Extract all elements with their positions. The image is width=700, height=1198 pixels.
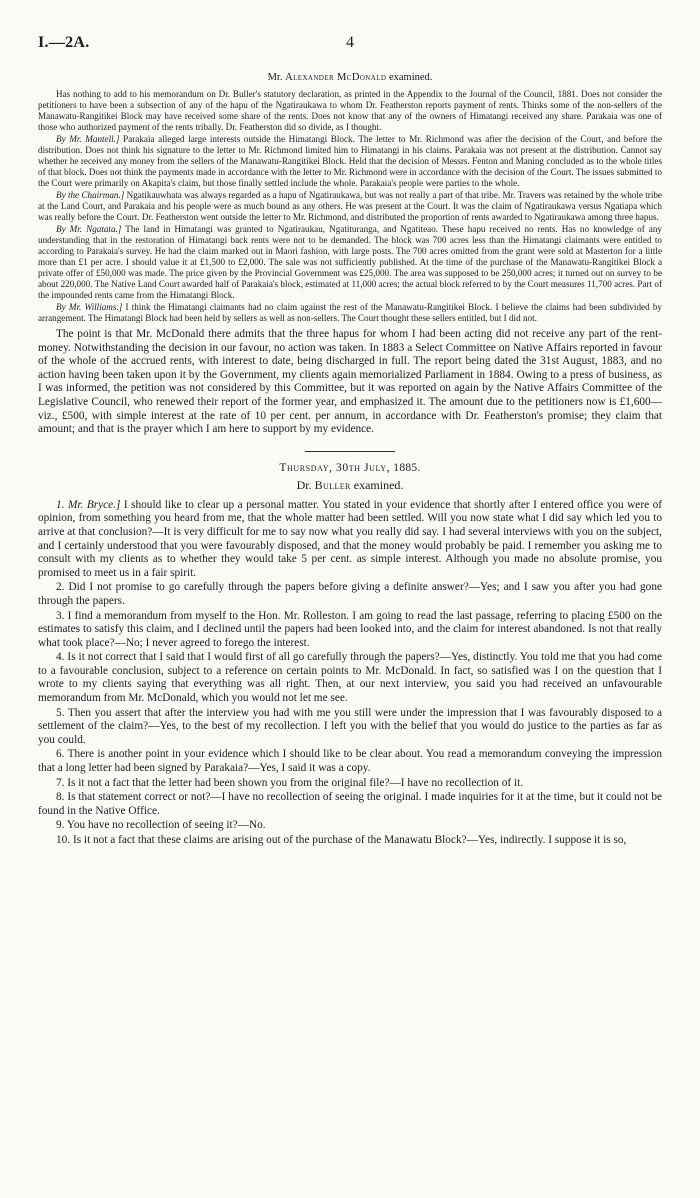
- sitting-date: Thursday, 30th July, 1885.: [279, 461, 421, 474]
- witness-name: Alexander McDonald: [285, 72, 387, 83]
- question-paragraph: 2. Did I not promise to go carefully through the papers before giving a definite answer?—Yes; and I saw you after you had gone through the papers.: [38, 581, 662, 607]
- question-paragraph: 4. Is it not correct that I said that I would first of all go carefully through the papers?—Yes, distinctly. You told me that you had come to a favourable conclusion, subject to a reference on certain points to Mr. McDonald. In fact, so satisfied was I on the question that I wrote to my clients saying that everything was all right. Then, at our next interview, you said you had received an unfavourable memorandum from Mr. McDonald, which you would not let me see.: [38, 651, 662, 705]
- question-paragraph: 8. Is that statement correct or not?—I have no recollection of seeing the original. I made inquiries for it at the time, but it could not be found in the Native Office.: [38, 791, 662, 817]
- question-paragraph: 9. You have no recollection of seeing it?—No.: [56, 819, 266, 832]
- page-header: [38, 34, 662, 64]
- evidence-paragraph: By Mr. Mantell.] Parakaia alleged large interests outside the Himatangi Block. The letter to Mr. Richmond was after the decision of the Court, and before the distribution. Does not think his signature to the letter to Mr. Richmond limited him to Himatangi in his claims. Parakaia was not present at the distribution. Cannot say whether he received any money from the sellers of the Manawatu-Rangitikei Block. Held that the decision of Messrs. Fenton and Maning concluded as to the whole titles of that block. Does not think the payments made in accordance with the letter to Mr. Richmond were in accordance with the decision of the Court. The issues submitted to the Court were primarily on Akapita's claim, but those finally settled include the whole. Parakaia's people were parties to the whole.: [38, 134, 662, 188]
- question-paragraph: 3. I find a memorandum from myself to the Hon. Mr. Rolleston. I am going to read the last passage, referring to placing £500 on the estimates to satisfy this claim, and I declined until the papers had been looked into, and the claim for interest abandoned. Is not that really what took place?—No; I never agreed to forego the interest.: [38, 609, 662, 649]
- evidence-paragraph: Has nothing to add to his memorandum on Dr. Buller's statutory declaration, as printed in the Appendix to the Journal of the Council, 1881. Does not consider the petitioners to have been a subsection of any of the hapu of the Ngatiraukawa to whom Dr. Featherston reports payment of rents. Thinks some of the non-sellers of the Manawatu-Rangitikei Block may have received some share of the rents. Does not know that any of the owners of Himatangi received any share. Parakaia was one of those who authorized payment of the rents tribally. Dr. Featherston did so divide, as I thought.: [38, 89, 662, 132]
- question-paragraph: 1. Mr. Bryce.] I should like to clear up a personal matter. You stated in your evidence that shortly after I entered office you were of opinion, from something you heard from me, that the whole matter had been settled. Will you now state what I did say which led you to arrive at that conclusion?—It is very difficult for me to say now what you really did say. I had several interviews with you on the subject, and I certainly understood that you were favourably disposed, and that the money would probably be paid. I remember you asking me to consult with my clients as to whether they would take 5 per cent. as simple interest. Although you made no absolute promise, you promised to meet us in a fair spirit.: [38, 498, 662, 579]
- evidence-paragraph: By Mr. Williams.] I think the Himatangi claimants had no claim against the rest of the Manawatu-Rangitikei Block. I believe the claims had been subdivided by arrangement. The Himatangi Block had been held by sellers as well as non-sellers. The Court thought these sellers entitled, but I did not.: [38, 302, 662, 323]
- petitioner-statement: [38, 328, 662, 437]
- evidence-paragraph: By the Chairman.] Ngatikauwhata was always regarded as a hapu of Ngatiraukawa, but was not really a part of that tribe. Mr. Travers was retained by the whole tribe at the Land Court, and Parakaia and his people were as much bound as any others. He was present at the Court. It was the claim of Ngatiraukawa versus Ngatiapa which was really before the Court. Dr. Featherston went outside the letter to Mr. Richmond, and distributed the proportion of rents awarded to Ngatiraukawa among three hapus.: [38, 190, 662, 222]
- witness-heading-mcdonald: [38, 72, 662, 83]
- witness-title-prefix: Mr.: [267, 72, 283, 83]
- evidence-paragraph: By Mr. Ngatata.] The land in Himatangi was granted to Ngatiraukau, Ngatituranga, and Ngatiteao. These hapu received no rents. Has no knowledge of any understanding that in the restoration of Himatangi back rents were not to be demanded. The block was 700 acres less than the Himatangi claimants were entitled to according to Parakaia's survey. He had the claim marked out in Maori fashion, with large posts. The 700 acres omitted from the grant were sold at Masterton for a little more than £1 per acre. I should value it at £1,500 to £2,000. The sale was not sufficiently published. At the time of the purchase of the Manawatu-Rangitikei Block a private offer of £50,000 was made. The price given by the Provincial Government was £25,000. The area was supposed to be 250,000 acres; it turned out on survey to be about 220,000. The Native Land Court awarded half of Parakaia's block, estimated at 11,000 acres; the actual block referred to by the Court measures 11,700 acres. Part of the impounded rents came from the Himatangi Block.: [38, 224, 662, 300]
- witness-title-suffix: examined.: [388, 72, 433, 83]
- page-number: 4: [346, 34, 354, 51]
- question-paragraph: 5. Then you assert that after the interview you had with me you still were under the impression that I was favourably disposed to a settlement of the claim?—Yes, to the best of my recollection. I left you with the belief that you would do justice to the parties as far as you could.: [38, 706, 662, 746]
- section-divider: [305, 451, 395, 452]
- witness-heading-buller: Dr. Buller examined.: [296, 477, 404, 492]
- statement-paragraph: The point is that Mr. McDonald there admits that the three hapus for whom I had been acting did not receive any part of the rent-money. Notwithstanding the decision in our favour, no action was taken. In 1883 a Select Committee on Native Affairs reported in favour of the whole of the accrued rents, with interest to date, being discharged in full. The report being dated the 31st August, 1883, and no action having been taken upon it by the Government, my clients again memorialized Parliament in 1884. Owing to a press of business, as I was informed, the petition was not considered by this Committee, but it was reported on again by the Native Affairs Committee of the Legislative Council, who renewed their report of the former year, and emphasized it. The amount due to the petitioners now is £1,600—viz., £500, with simple interest at the rate of 10 per cent. per annum, in accordance with Dr. Featherston's promise; they claim that amount; and that is the prayer which I am here to support by my evidence.: [38, 328, 662, 436]
- mcdonald-evidence: [38, 89, 662, 324]
- question-paragraph: 7. Is it not a fact that the letter had been shown you from the original file?—I have no recollection of it.: [56, 776, 524, 789]
- question-paragraph: 10. Is it not a fact that these claims are arising out of the purchase of the Manawatu Block?—Yes, indirectly. I suppose it is so,: [56, 834, 627, 846]
- paper-reference: I.—2A.: [38, 34, 90, 51]
- question-paragraph: 6. There is another point in your evidence which I should like to be clear about. You read a memorandum conveying the impression that a long letter had been signed by Parakaia?—Yes, I said it was a copy.: [38, 748, 662, 775]
- buller-examination: [38, 499, 662, 848]
